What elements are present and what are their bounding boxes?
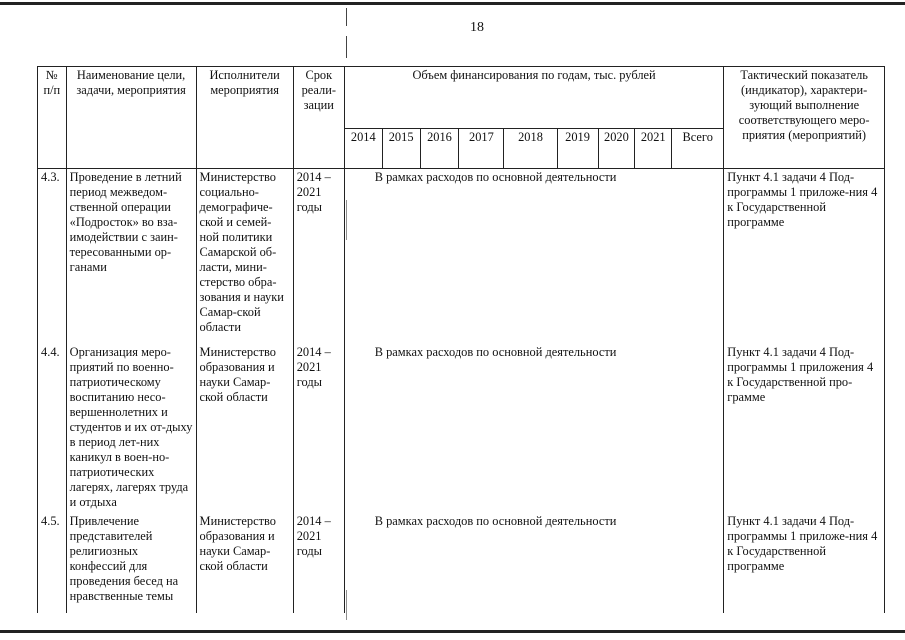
row-indicator: Пункт 4.1 задачи 4 Под-программы 1 приложе-ния 4 к Государственной программе bbox=[724, 513, 885, 613]
row-indicator: Пункт 4.1 задачи 4 Под-программы 1 приложе-ния 4 к Государственной программе bbox=[724, 169, 885, 344]
year-2020: 2020 bbox=[598, 129, 635, 169]
row-indicator: Пункт 4.1 задачи 4 Под-программы 1 приложения 4 к Государственной про-грамме bbox=[724, 344, 885, 513]
year-2019: 2019 bbox=[557, 129, 598, 169]
row-number: 4.4. bbox=[38, 344, 67, 513]
year-2017: 2017 bbox=[459, 129, 504, 169]
header-num: № п/п bbox=[38, 67, 67, 169]
financing-table bbox=[37, 66, 885, 613]
year-2021: 2021 bbox=[635, 129, 672, 169]
row-term: 2014 – 2021 годы bbox=[293, 344, 344, 513]
bottom-rule bbox=[0, 630, 905, 633]
row-executors: Министерство образования и науки Самар-ской области bbox=[196, 513, 293, 613]
row-name: Привлечение представителей религиозных конфессий для проведения бесед на нравственные темы bbox=[66, 513, 196, 613]
scan-artifact bbox=[346, 36, 347, 58]
year-2015: 2015 bbox=[382, 129, 420, 169]
header-financing: Объем финансирования по годам, тыс. рублей bbox=[344, 67, 723, 129]
row-executors: Министерство социально-демографиче-ской и семей-ной политики Самарской об-ласти, мини-стерство обра-зования и науки Самар-ской области bbox=[196, 169, 293, 344]
row-executors: Министерство образования и науки Самар-ской области bbox=[196, 344, 293, 513]
year-2016: 2016 bbox=[420, 129, 459, 169]
row-term: 2014 – 2021 годы bbox=[293, 513, 344, 613]
row-number: 4.5. bbox=[38, 513, 67, 613]
scan-artifact bbox=[346, 200, 347, 240]
page-number: 18 bbox=[470, 20, 484, 35]
header-name: Наименование цели, задачи, мероприятия bbox=[66, 67, 196, 169]
header-executors: Исполнители мероприятия bbox=[196, 67, 293, 169]
year-2018: 2018 bbox=[504, 129, 557, 169]
year-total: Всего bbox=[672, 129, 724, 169]
table-row bbox=[38, 169, 885, 344]
scan-artifact bbox=[346, 590, 347, 620]
row-name: Проведение в летний период межведом-ственной операции «Подросток» во вза-имодействии с заин-тересованными ор-ганами bbox=[66, 169, 196, 344]
table-row bbox=[38, 344, 885, 513]
header-row bbox=[38, 67, 885, 129]
row-name: Организация меро-приятий по военно-патриотическому воспитанию несо-вершеннолетних и студентов и их от-дыху в период лет-них каникул в воен-но-патриотических лагерях, лагерях труда и отдыха bbox=[66, 344, 196, 513]
row-financing: В рамках расходов по основной деятельности bbox=[344, 513, 723, 613]
row-number: 4.3. bbox=[38, 169, 67, 344]
header-indicator: Тактический показатель (индикатор), характери-зующий выполнение соответствующего меро-приятия (мероприятий) bbox=[724, 67, 885, 169]
table-row bbox=[38, 513, 885, 613]
year-2014: 2014 bbox=[344, 129, 382, 169]
row-financing: В рамках расходов по основной деятельности bbox=[344, 344, 723, 513]
top-rule bbox=[0, 2, 905, 5]
row-financing: В рамках расходов по основной деятельности bbox=[344, 169, 723, 344]
scan-artifact bbox=[346, 8, 347, 26]
header-term: Срок реали-зации bbox=[293, 67, 344, 169]
row-term: 2014 – 2021 годы bbox=[293, 169, 344, 344]
